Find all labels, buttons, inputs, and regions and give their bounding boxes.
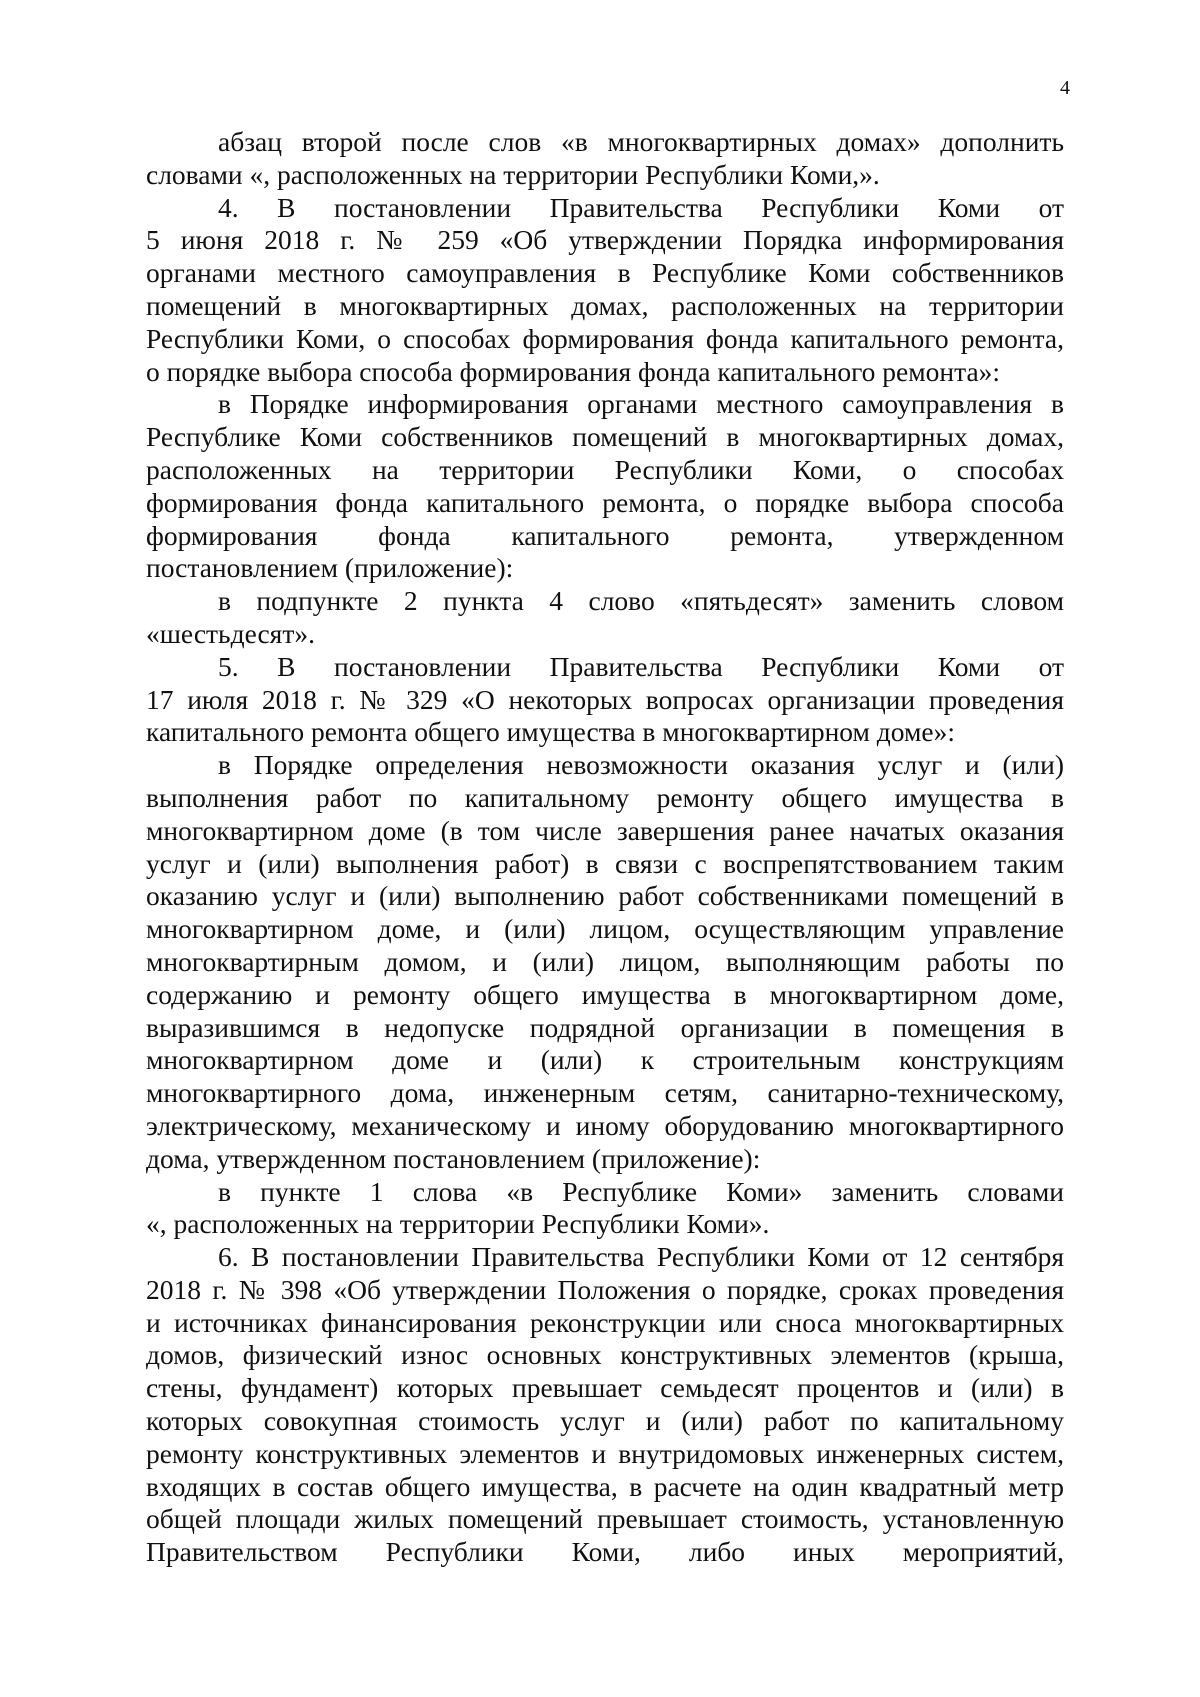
text-line: электрическому, механическому и иному оборудованию многоквартирного [146,1109,1064,1141]
text-line: 5. В постановлении Правительства Республики Коми от [218,650,1064,682]
text-line: словами «, расположенных на территории Республики Коми,». [146,158,880,190]
paragraph [146,388,1064,585]
text-line: «, расположенных на территории Республики Коми». [146,1208,770,1240]
text-line: «шестьдесят». [146,617,315,649]
text-line: 5 июня 2018 г. № 259 «Об утверждении Порядка информирования [146,224,1064,256]
document-body [146,126,1064,1569]
text-line: услуг и (или) выполнения работ) в связи с воспрепятствованием таким [146,847,1064,879]
paragraph [146,651,1064,749]
text-line: общей площади жилых помещений превышает стоимость, установленную [146,1503,1064,1535]
text-line: помещений в многоквартирных домах, расположенных на территории [146,289,1064,321]
paragraph [146,749,1064,1175]
text-line: многоквартирного дома, инженерным сетям, санитарно-техническому, [146,1077,1064,1109]
text-line: домов, физический износ основных конструктивных элементов (крыша, [146,1339,1064,1371]
text-line: 4. В постановлении Правительства Республики Коми от [218,191,1064,223]
text-line: содержанию и ремонту общего имущества в многоквартирном доме, [146,978,1064,1010]
text-line: в Порядке определения невозможности оказания услуг и (или) [218,749,1064,781]
text-line: о порядке выбора способа формирования фонда капитального ремонта»: [146,355,1001,387]
text-line: органами местного самоуправления в Республике Коми собственников [146,257,1064,289]
text-line: ремонту конструктивных элементов и внутридомовых инженерных систем, [146,1437,1064,1469]
text-line: выполнения работ по капитальному ремонту общего имущества в [146,781,1064,813]
text-line: расположенных на территории Республики Коми, о способах [146,453,1064,485]
text-line: постановлением (приложение): [146,552,514,584]
text-line: в пункте 1 слова «в Республике Коми» заменить словами [218,1175,1064,1207]
text-line: 2018 г. № 398 «Об утверждении Положения о порядке, сроках проведения [146,1273,1064,1305]
text-line: оказанию услуг и (или) выполнению работ собственниками помещений в [146,880,1064,912]
text-line: формирования фонда капитального ремонта, о порядке выбора способа [146,486,1064,518]
text-line: и источниках финансирования реконструкции или сноса многоквартирных [146,1306,1064,1338]
text-line: абзац второй после слов «в многоквартирных домах» дополнить [218,126,1064,157]
paragraph [146,585,1064,651]
text-line: капитального ремонта общего имущества в многоквартирном доме»: [146,716,956,748]
text-line: многоквартирном доме и (или) к строительным конструкциям [146,1044,1064,1076]
text-line: которых совокупная стоимость услуг и (или) работ по капитальному [146,1405,1064,1437]
text-line: многоквартирным домом, и (или) лицом, выполняющим работы по [146,945,1064,977]
paragraph [146,126,1064,192]
text-line: Правительством Республики Коми, либо иных мероприятий, [146,1536,1064,1568]
page-number: 4 [1060,77,1070,99]
text-line: Республике Коми собственников помещений в многоквартирных домах, [146,421,1064,453]
text-line: формирования фонда капитального ремонта, утвержденном [146,519,1064,551]
text-line: в подпункте 2 пункта 4 слово «пятьдесят» заменить словом [218,585,1064,617]
text-line: 17 июля 2018 г. № 329 «О некоторых вопросах организации проведения [146,683,1064,715]
text-line: 6. В постановлении Правительства Республики Коми от 12 сентября [218,1241,1064,1273]
text-line: многоквартирном доме (в том числе завершения ранее начатых оказания [146,814,1064,846]
text-line: дома, утвержденном постановлением (приложение): [146,1142,761,1174]
text-line: входящих в состав общего имущества, в расчете на один квадратный метр [146,1470,1064,1502]
text-line: выразившимся в недопуске подрядной организации в помещения в [146,1011,1064,1043]
text-line: в Порядке информирования органами местного самоуправления в [218,388,1064,420]
paragraph [146,192,1064,389]
text-line: многоквартирном доме, и (или) лицом, осуществляющим управление [146,913,1064,945]
paragraph [146,1176,1064,1242]
text-line: Республики Коми, о способах формирования фонда капитального ремонта, [146,322,1064,354]
text-line: стены, фундамент) которых превышает семьдесят процентов и (или) в [146,1372,1064,1404]
paragraph [146,1241,1064,1569]
